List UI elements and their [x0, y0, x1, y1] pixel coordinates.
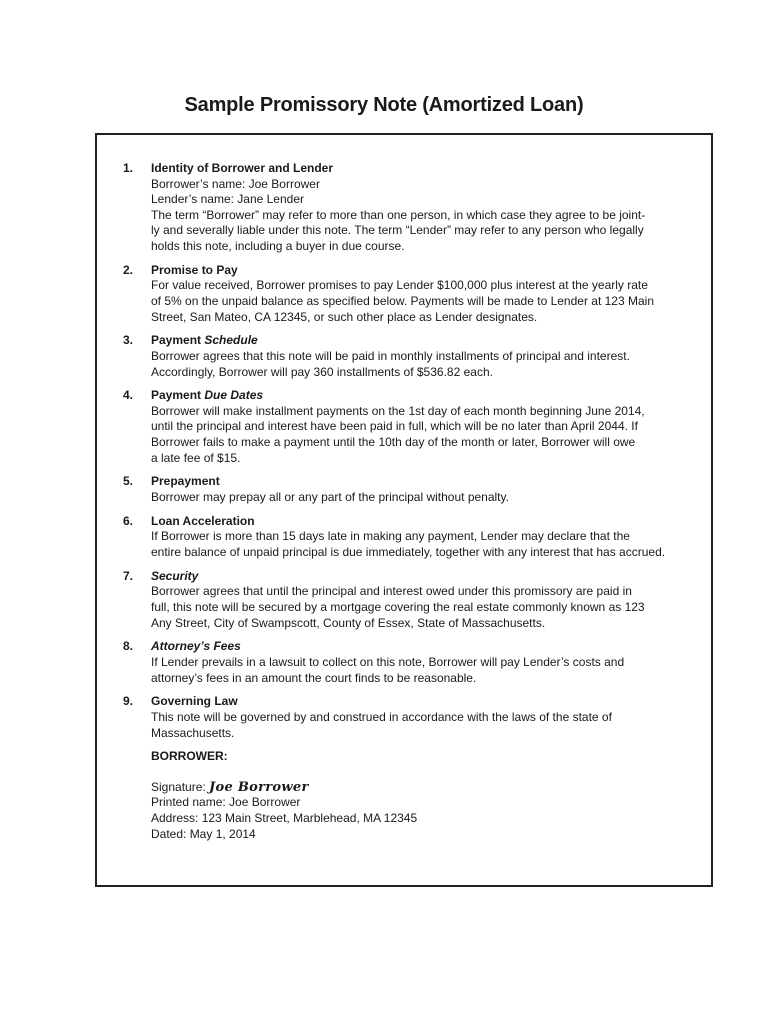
section-heading: Payment Schedule — [151, 333, 258, 348]
section-identity — [123, 161, 691, 255]
section-number: 6. — [123, 513, 134, 528]
paragraph-line: Street, San Mateo, CA 12345, or such other place as Lender designates. — [151, 309, 538, 324]
section-number: 1. — [123, 161, 134, 175]
paragraph-line: Any Street, City of Swampscott, County of Essex, State of Massachusetts. — [151, 615, 546, 630]
section-heading: Identity of Borrower and Lender — [151, 161, 334, 175]
paragraph-line: Borrower will make installment payments on the 1st day of each month beginning June 2014, — [151, 403, 645, 418]
paragraph-line: If Borrower is more than 15 days late in making any payment, Lender may declare that the — [151, 529, 630, 544]
paragraph-line: until the principal and interest have been paid in full, which will be no later than April 2044. If — [151, 419, 638, 434]
paragraph-line: Lender’s name: Jane Lender — [151, 192, 304, 207]
section-heading: Governing Law — [151, 694, 238, 709]
section-heading: Promise to Pay — [151, 262, 238, 277]
section-promise-to-pay — [123, 263, 691, 325]
section-prepayment — [123, 474, 691, 505]
section-number: 3. — [123, 333, 134, 348]
paragraph-line: of 5% on the unpaid balance as specified below. Payments will be made to Lender at 123 Main — [151, 293, 654, 308]
section-number: 8. — [123, 639, 134, 654]
section-number: 9. — [123, 694, 134, 709]
section-payment-due-dates — [123, 388, 691, 466]
signature-line — [151, 780, 691, 796]
paragraph-line: Massachusetts. — [151, 725, 235, 740]
section-number: 5. — [123, 474, 134, 489]
paragraph-line: Accordingly, Borrower will pay 360 installments of $536.82 each. — [151, 364, 493, 379]
section-governing-law — [123, 694, 691, 741]
signature-prefix: Signature: — [151, 779, 206, 794]
paragraph-line: Borrower may prepay all or any part of the principal without penalty. — [151, 490, 509, 505]
handwritten-signature: Joe Borrower — [209, 779, 309, 795]
borrower-label: BORROWER: — [151, 749, 228, 764]
section-number: 7. — [123, 568, 134, 583]
section-heading: Security — [151, 568, 199, 583]
section-heading: Loan Acceleration — [151, 513, 255, 528]
section-loan-acceleration — [123, 514, 691, 561]
section-heading: Payment Due Dates — [151, 388, 264, 403]
section-attorneys-fees — [123, 639, 691, 686]
printed-name: Printed name: Joe Borrower — [151, 795, 301, 810]
section-security — [123, 569, 691, 631]
paragraph-line: Borrower agrees that until the principal and interest owed under this promissory are paid in — [151, 584, 632, 599]
document-title: Sample Promissory Note (Amortized Loan) — [184, 94, 584, 116]
address: Address: 123 Main Street, Marblehead, MA 12345 — [151, 811, 418, 826]
section-heading: Attorney’s Fees — [151, 639, 241, 654]
paragraph-line: If Lender prevails in a lawsuit to collect on this note, Borrower will pay Lender’s costs and — [151, 654, 625, 669]
paragraph-line: full, this note will be secured by a mortgage covering the real estate commonly known as 123 — [151, 599, 645, 614]
paragraph-line: entire balance of unpaid principal is due immediately, together with any interest that has accrued. — [151, 545, 666, 559]
section-number: 4. — [123, 388, 134, 403]
paragraph-line: Borrower’s name: Joe Borrower — [151, 176, 320, 191]
paragraph-line: holds this note, including a buyer in due course. — [151, 238, 405, 253]
dated: Dated: May 1, 2014 — [151, 826, 256, 841]
paragraph-line: attorney’s fees in an amount the court finds to be reasonable. — [151, 670, 477, 685]
section-number: 2. — [123, 262, 134, 277]
signature-block — [123, 749, 691, 842]
paragraph-line: Borrower fails to make a payment until the 10th day of the month or later, Borrower will owe — [151, 435, 636, 450]
paragraph-line: ly and severally liable under this note. The term “Lender” may refer to any person who legally — [151, 223, 644, 238]
paragraph-line: The term “Borrower” may refer to more than one person, in which case they agree to be joint- — [151, 207, 646, 222]
sections-list — [123, 161, 691, 842]
document-border-box — [95, 133, 713, 887]
paragraph-line: a late fee of $15. — [151, 450, 241, 465]
paragraph-line: This note will be governed by and construed in accordance with the laws of the state of — [151, 709, 612, 724]
paragraph-line: Borrower agrees that this note will be paid in monthly installments of principal and interest. — [151, 348, 630, 363]
section-heading: Prepayment — [151, 474, 220, 489]
paragraph-line: For value received, Borrower promises to pay Lender $100,000 plus interest at the yearly rate — [151, 278, 648, 293]
section-payment-schedule — [123, 333, 691, 380]
